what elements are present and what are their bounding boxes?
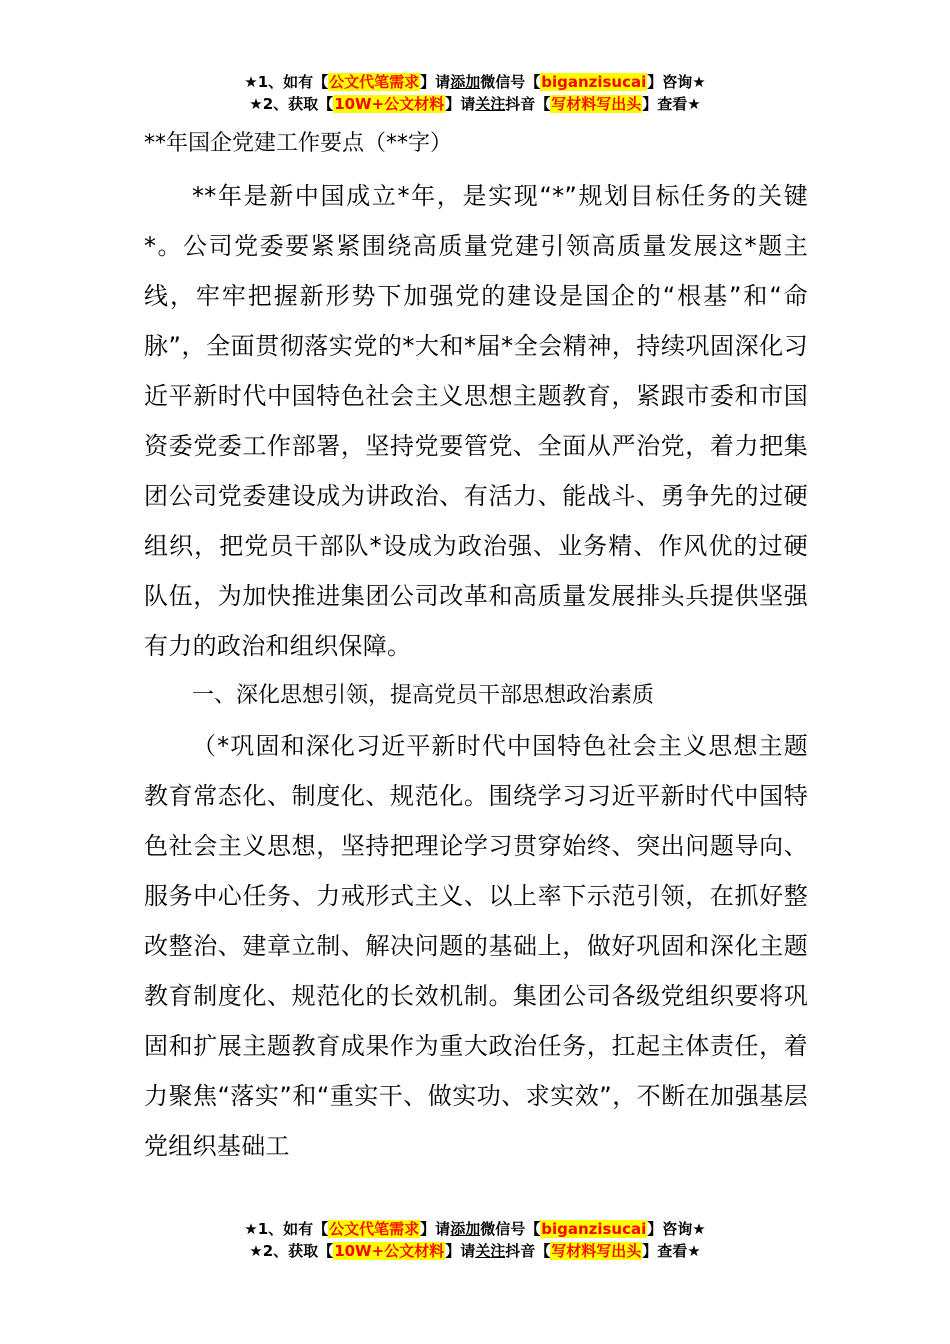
banner-highlight: 10W+公文材料 [334, 1242, 445, 1260]
banner-text: ★1、如有【 [244, 1220, 329, 1238]
banner-text: ★2、获取【 [249, 95, 334, 113]
banner-text: 抖音【 [505, 1242, 551, 1260]
banner-text: 】请 [445, 95, 476, 113]
paragraph-section-1: （*巩固和深化习近平新时代中国特色社会主义思想主题教育常态化、制度化、规范化。围绕学习习近平新时代中国特色社会主义思想，坚持把理论学习贯穿始终、突出问题导向、服务中心任务、力戒形式主义、以上率下示范引领，在抓好整改整治、建章立制、解决问题的基础上，做好巩固和深化主题教育制度化、规范化的长效机制。集团公司各级党组织要将巩固和扩展主题教育成果作为重大政治任务，扛起主体责任，着力聚焦“落实”和“重实干、做实功、求实效”，不断在加强基层党组织基础工 [144, 732, 808, 1160]
section-heading-1: 一、深化思想引领，提高党员干部思想政治素质 [192, 683, 655, 708]
banner-line-2 [0, 1240, 950, 1262]
banner-douyin-id: 写材料写出头 [551, 1242, 642, 1260]
banner-line-1 [0, 71, 950, 93]
banner-underline: 添加 [450, 1220, 481, 1238]
banner-text: 抖音【 [505, 95, 551, 113]
document-body [144, 171, 808, 1171]
document-title: **年国企党建工作要点（**字） [144, 131, 453, 156]
banner-wechat-id: biganzisucai [541, 1220, 647, 1238]
banner-underline: 添加 [450, 73, 481, 91]
banner-highlight: 10W+公文材料 [334, 95, 445, 113]
banner-douyin-id: 写材料写出头 [551, 95, 642, 113]
banner-text: ★2、获取【 [249, 1242, 334, 1260]
banner-text: ★1、如有【 [244, 73, 329, 91]
banner-text: 】请 [420, 1220, 451, 1238]
banner-underline: 关注 [475, 95, 506, 113]
banner-underline: 关注 [475, 1242, 506, 1260]
banner-line-2 [0, 93, 950, 115]
banner-text: 】请 [420, 73, 451, 91]
banner-text: 】请 [445, 1242, 476, 1260]
banner-text: 】查看★ [642, 1242, 701, 1260]
banner-wechat-id: biganzisucai [541, 73, 647, 91]
banner-text: 】咨询★ [647, 73, 706, 91]
banner-text: 】查看★ [642, 95, 701, 113]
banner-text: 微信号【 [480, 73, 541, 91]
header-banner [0, 71, 950, 115]
banner-text: 】咨询★ [647, 1220, 706, 1238]
banner-highlight: 公文代笔需求 [329, 1220, 420, 1238]
banner-highlight: 公文代笔需求 [329, 73, 420, 91]
banner-text: 微信号【 [480, 1220, 541, 1238]
banner-line-1 [0, 1218, 950, 1240]
paragraph-intro: **年是新中国成立*年，是实现“*”规划目标任务的关键*。公司党委要紧紧围绕高质量党建引领高质量发展这*题主线，牢牢把握新形势下加强党的建设是国企的“根基”和“命脉”，全面贯彻落实党的*大和*届*全会精神，持续巩固深化习近平新时代中国特色社会主义思想主题教育，紧跟市委和市国资委党委工作部署，坚持党要管党、全面从严治党，着力把集团公司党委建设成为讲政治、有活力、能战斗、勇争先的过硬组织，把党员干部队*设成为政治强、业务精、作风优的过硬队伍，为加快推进集团公司改革和高质量发展排头兵提供坚强有力的政治和组织保障。 [144, 182, 808, 660]
footer-banner [0, 1218, 950, 1262]
